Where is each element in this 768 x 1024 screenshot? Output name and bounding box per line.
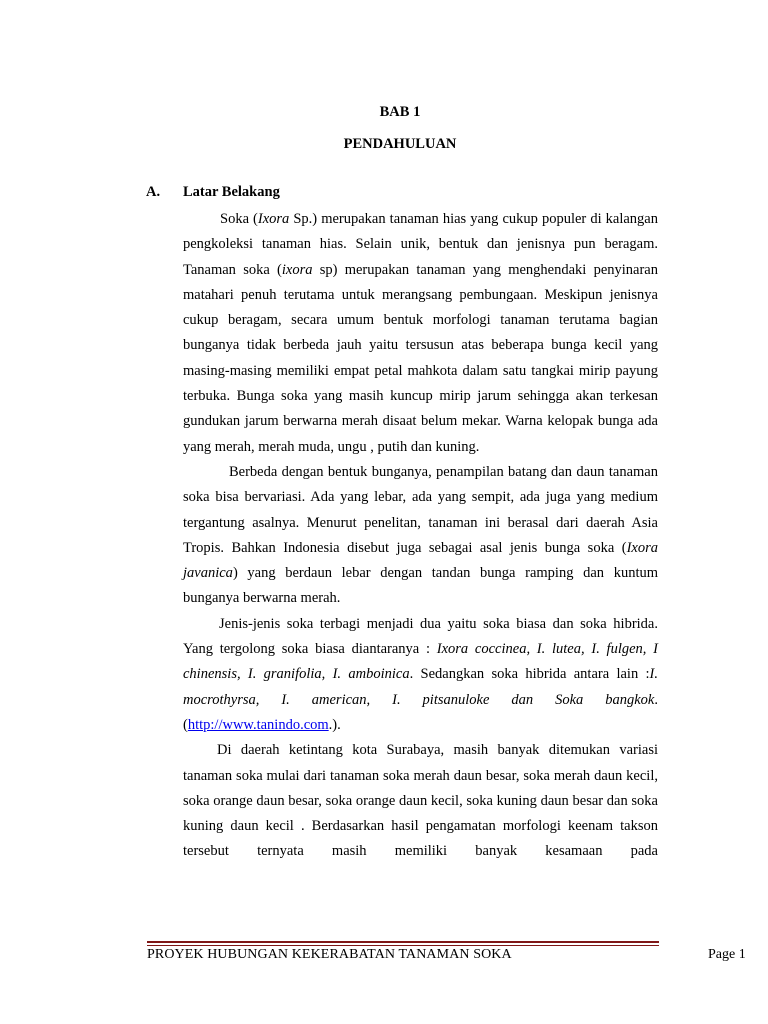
paragraph-4: [183, 738, 658, 864]
paragraph-2: [183, 460, 658, 612]
footer-rule: [147, 941, 659, 943]
chapter-number: BAB 1: [379, 104, 421, 120]
text-run: Soka (: [220, 211, 258, 227]
text-run: .).: [328, 716, 341, 733]
text-run: Berbeda dengan bentuk bunganya, penampilan batang dan daun tanaman soka bisa bervariasi. Ada yang lebar, ada yang sempit, ada juga yang medium tergantung asalnya. Menurut penelitan, tanaman ini berasal dari daerah Asia Tropis. Bahkan Indonesia disebut juga sebagai asal jenis bunga soka (: [183, 463, 658, 556]
text-run: ) yang berdaun lebar dengan tandan bunga ramping dan kuntum bunganya berwarna merah.: [183, 565, 658, 607]
text-run: . (: [183, 691, 658, 733]
text-run: Di daerah ketintang kota Surabaya, masih banyak ditemukan variasi tanaman soka mulai dari tanaman soka merah daun besar, soka merah daun kecil, soka orange daun besar, soka orange daun kecil, soka kuning daun besar dan soka kuning daun kecil . Berdasarkan hasil pengamatan morfologi keenam takson tersebut ternyata masih memiliki banyak kesamaan pada: [183, 742, 658, 860]
paragraph-3: [183, 612, 658, 738]
italic-run: Ixora javanica: [183, 539, 658, 582]
source-link[interactable]: http://www.tanindo.com: [187, 716, 329, 733]
text-run: Jenis-jenis soka terbagi menjadi dua yaitu soka biasa dan soka hibrida. Yang tergolong soka biasa diantaranya :: [183, 615, 658, 658]
page-number: Page 1: [708, 947, 746, 962]
italic-run: Ixora: [257, 211, 290, 227]
footer-title: PROYEK HUBUNGAN KEKERABATAN TANAMAN SOKA: [147, 947, 512, 962]
section-letter: A.: [146, 184, 161, 200]
italic-run: Ixora coccinea, I. lutea, I. fulgen, I chinensis, I. granifolia, I. amboinica: [183, 641, 659, 683]
text-run: sp) merupakan tanaman yang menghendaki penyinaran matahari penuh terutama untuk merangsang pembungaan. Meskipun jenisnya cukup beragam, secara umum bentuk morfologi tanaman terutama bagian bunganya tidak berbeda jauh yaitu tersusun atas beberapa bunga kecil yang masing-masing memiliki empat petal mahkota dalam satu tangkai mirip payung terbuka. Bunga soka yang masih kuncup mirip jarum sehingga akan terkesan gundukan jarum berwarna merah disaat belum mekar. Warna kelopak bunga ada yang merah, merah muda, ungu , putih dan kuning.: [183, 261, 658, 455]
text-run: Sp.) merupakan tanaman hias yang cukup populer di kalangan pengkoleksi tanaman hias. Selain unik, bentuk dan jenisnya pun beragam. Tanaman soka (: [183, 211, 658, 278]
footer-rule-thin: [147, 945, 659, 946]
paragraph-1: [183, 207, 658, 460]
section-title: Latar Belakang: [183, 184, 280, 200]
italic-run: ixora: [281, 261, 313, 278]
text-run: . Sedangkan soka hibrida antara lain :: [409, 666, 650, 683]
body-text: [183, 207, 658, 865]
chapter-title: PENDAHULUAN: [343, 136, 457, 152]
italic-run: I. mocrothyrsa, I. american, I. pitsanuloke dan Soka bangkok: [183, 666, 659, 708]
